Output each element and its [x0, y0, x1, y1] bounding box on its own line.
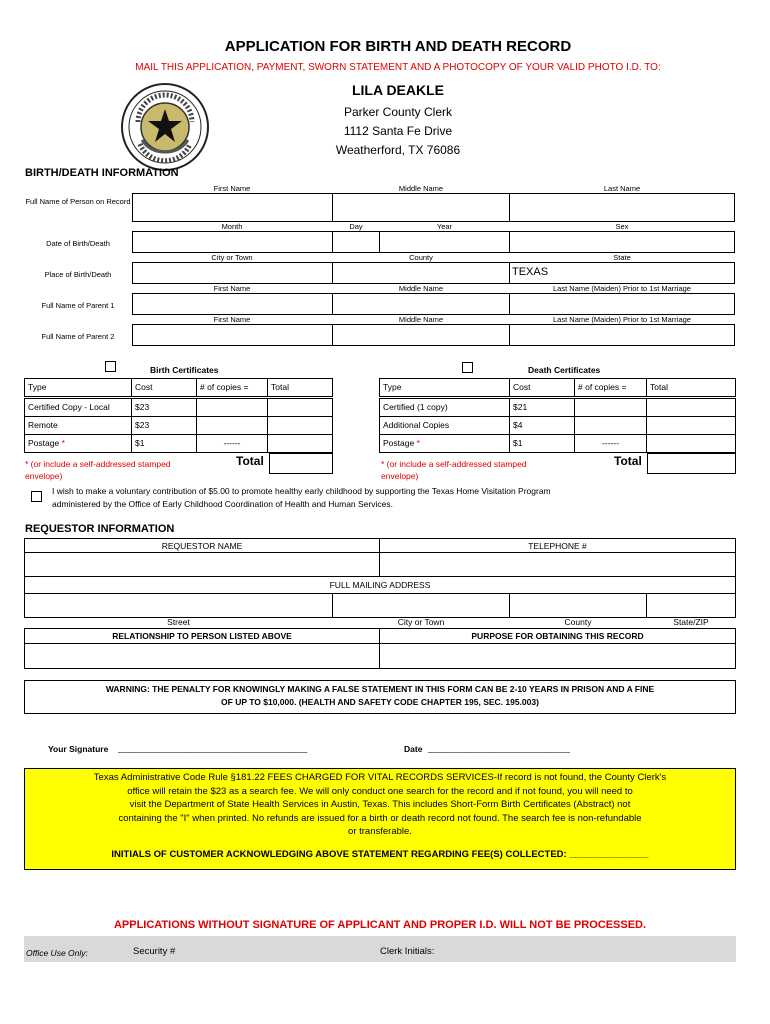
- county-caption: County: [409, 253, 433, 262]
- city-caption: City or Town: [211, 253, 253, 262]
- birth-row-cost: $23: [131, 398, 197, 417]
- city-field[interactable]: [132, 262, 333, 284]
- city-town-field[interactable]: [332, 593, 510, 618]
- requestor-name-field[interactable]: [24, 552, 380, 577]
- contribution-checkbox[interactable]: [31, 491, 42, 502]
- parent2-last-field[interactable]: [509, 324, 735, 346]
- section-title-requestor: REQUESTOR INFORMATION: [25, 523, 175, 535]
- signature-label: Your Signature: [48, 744, 109, 754]
- contribution-text-line2: administered by the Office of Early Childhood Coordination of Health and Human Services.: [52, 499, 393, 509]
- death-header-type: Type: [379, 378, 510, 397]
- birth-total-field[interactable]: [267, 434, 333, 453]
- parent2-label: Full Name of Parent 2: [41, 332, 115, 341]
- birth-postage-label: Postage: [28, 438, 60, 448]
- county-address-caption: County: [564, 617, 592, 627]
- death-total-field[interactable]: [646, 434, 736, 453]
- clerk-office: Parker County Clerk: [343, 105, 453, 119]
- fee-notice-line2: office will retain the $23 as a search fee. We will only conduct one search for the record and if not found, you will need to: [127, 785, 633, 797]
- city-town-caption: City or Town: [397, 617, 445, 627]
- last-name-caption: Last Name: [603, 184, 641, 193]
- month-caption: Month: [221, 222, 243, 231]
- full-name-label: Full Name of Person on Record: [25, 197, 131, 206]
- parent1-middle-field[interactable]: [332, 293, 510, 315]
- clerk-initials-label: Clerk Initials:: [380, 946, 435, 957]
- sex-field[interactable]: [509, 231, 735, 253]
- birth-header-type: Type: [24, 378, 132, 397]
- place-label: Place of Birth/Death: [44, 270, 112, 279]
- death-total-field[interactable]: [646, 398, 736, 417]
- parent2-middle-caption: Middle Name: [398, 315, 444, 324]
- death-row-cost: $1: [509, 434, 575, 453]
- warning-line2: OF UP TO $10,000. (HEALTH AND SAFETY CODE CHAPTER 195, SEC. 195.003): [221, 697, 539, 707]
- birth-row-type: Certified Copy - Local: [24, 398, 132, 417]
- mail-instruction: MAIL THIS APPLICATION, PAYMENT, SWORN STATEMENT AND A PHOTOCOPY OF YOUR VALID PHOTO I.D. TO:: [135, 62, 661, 73]
- mailing-address-caption: FULL MAILING ADDRESS: [329, 580, 431, 590]
- birth-postage-copies: ------: [196, 434, 268, 453]
- county-field[interactable]: [332, 262, 510, 284]
- death-row-type: Additional Copies: [379, 416, 510, 435]
- death-copies-field[interactable]: [574, 398, 647, 417]
- death-row-cost: $21: [509, 398, 575, 417]
- birth-copies-field[interactable]: [196, 398, 268, 417]
- section-title-birth-death: BIRTH/DEATH INFORMATION: [25, 167, 179, 179]
- death-postage-star: *: [416, 438, 420, 448]
- parent1-middle-caption: Middle Name: [398, 284, 444, 293]
- birth-grand-total-field[interactable]: [269, 453, 333, 474]
- death-envelope-note: * (or include a self-addressed stamped envelope): [381, 459, 527, 481]
- fee-notice-box: [24, 768, 736, 870]
- birth-total-label: Total: [236, 454, 264, 468]
- death-postage-copies: ------: [574, 434, 647, 453]
- birth-row-type: [24, 434, 132, 453]
- death-certificates-checkbox[interactable]: [462, 362, 473, 373]
- initials-line[interactable]: _______________: [569, 848, 649, 860]
- death-copies-field[interactable]: [574, 416, 647, 435]
- fee-notice-line4: containing the "I" when printed. No refunds are issued for a birth or death record not found. The search fee is non-refundable: [118, 812, 642, 824]
- telephone-field[interactable]: [379, 552, 736, 577]
- day-caption: Day: [349, 222, 363, 231]
- parent1-last-field[interactable]: [509, 293, 735, 315]
- birth-postage-star: *: [61, 438, 65, 448]
- parent2-middle-field[interactable]: [332, 324, 510, 346]
- clerk-name: LILA DEAKLE: [351, 82, 445, 98]
- last-name-field[interactable]: [509, 193, 735, 222]
- warning-box: [24, 680, 736, 714]
- mailing-address-header: [24, 576, 736, 594]
- processing-notice: APPLICATIONS WITHOUT SIGNATURE OF APPLICANT AND PROPER I.D. WILL NOT BE PROCESSED.: [113, 919, 647, 931]
- birth-header-total: Total: [267, 378, 333, 397]
- date-label: Date of Birth/Death: [46, 239, 110, 248]
- clerk-city: Weatherford, TX 76086: [335, 143, 461, 157]
- birth-row-cost: $23: [131, 416, 197, 435]
- death-certificates-title: Death Certificates: [528, 365, 601, 375]
- middle-name-field[interactable]: [332, 193, 510, 222]
- birth-header-copies: # of copies =: [196, 378, 268, 397]
- parent1-first-field[interactable]: [132, 293, 333, 315]
- form-title: APPLICATION FOR BIRTH AND DEATH RECORD: [224, 38, 572, 55]
- birth-copies-field[interactable]: [196, 416, 268, 435]
- death-total-label: Total: [614, 454, 642, 468]
- parent1-label: Full Name of Parent 1: [41, 301, 115, 310]
- state-value: TEXAS: [512, 266, 549, 278]
- sex-caption: Sex: [615, 222, 629, 231]
- year-caption: Year: [436, 222, 453, 231]
- middle-name-caption: Middle Name: [398, 184, 444, 193]
- date-label: Date: [404, 744, 423, 754]
- birth-certificates-title: Birth Certificates: [150, 365, 219, 375]
- birth-header-cost: Cost: [131, 378, 197, 397]
- relationship-header: [24, 628, 380, 644]
- death-postage-label: Postage: [383, 438, 415, 448]
- office-use-label: Office Use Only:: [26, 948, 88, 958]
- street-caption: Street: [167, 617, 190, 627]
- birth-total-field[interactable]: [267, 416, 333, 435]
- security-number-label: Security #: [133, 946, 176, 957]
- death-header-total: Total: [646, 378, 736, 397]
- clerk-street: 1112 Santa Fe Drive: [343, 124, 453, 138]
- state-zip-field[interactable]: [646, 593, 736, 618]
- date-line[interactable]: ______________________________: [428, 743, 570, 753]
- fee-notice-line1: Texas Administrative Code Rule §181.22 FEES CHARGED FOR VITAL RECORDS SERVICES-If record is not found, the County Clerk's: [93, 772, 667, 783]
- relationship-caption: RELATIONSHIP TO PERSON LISTED ABOVE: [112, 631, 292, 641]
- purpose-field[interactable]: [379, 643, 736, 669]
- parent1-first-caption: First Name: [213, 284, 251, 293]
- initials-row: [25, 839, 735, 860]
- birth-envelope-note: * (or include a self-addressed stamped envelope): [25, 459, 171, 481]
- first-name-field[interactable]: [132, 193, 333, 222]
- state-caption: State: [613, 253, 631, 262]
- parent2-last-caption: Last Name (Maiden) Prior to 1st Marriage: [553, 315, 691, 324]
- requestor-name-header: [24, 538, 380, 553]
- parent2-first-caption: First Name: [213, 315, 251, 324]
- warning-line1: WARNING: THE PENALTY FOR KNOWINGLY MAKING A FALSE STATEMENT IN THIS FORM CAN BE 2-10 YEARS IN PRISON AND A FINE: [105, 684, 655, 694]
- signature-line[interactable]: ________________________________________: [118, 743, 308, 753]
- parent1-last-caption: Last Name (Maiden) Prior to 1st Marriage: [553, 284, 691, 293]
- purpose-caption: PURPOSE FOR OBTAINING THIS RECORD: [471, 631, 644, 641]
- fee-notice-line5: or transferable.: [348, 826, 412, 837]
- day-field[interactable]: [332, 231, 380, 253]
- relationship-field[interactable]: [24, 643, 380, 669]
- birth-row-cost: $1: [131, 434, 197, 453]
- death-row-cost: $4: [509, 416, 575, 435]
- birth-row-type: Remote: [24, 416, 132, 435]
- telephone-header: [379, 538, 736, 553]
- state-field[interactable]: [509, 262, 735, 284]
- birth-total-field[interactable]: [267, 398, 333, 417]
- county-address-field[interactable]: [509, 593, 647, 618]
- purpose-header: [379, 628, 736, 644]
- requestor-name-caption: REQUESTOR NAME: [161, 541, 243, 551]
- month-field[interactable]: [132, 231, 333, 253]
- year-field[interactable]: [379, 231, 510, 253]
- birth-certificates-checkbox[interactable]: [105, 361, 116, 372]
- death-row-type: Certified (1 copy): [379, 398, 510, 417]
- death-total-field[interactable]: [646, 416, 736, 435]
- death-grand-total-field[interactable]: [647, 453, 736, 474]
- death-header-copies: # of copies =: [574, 378, 647, 397]
- death-row-type: [379, 434, 510, 453]
- contribution-text-line1: I wish to make a voluntary contribution of $5.00 to promote healthy early childhood by supporting the Texas Home Visitation Program: [52, 486, 551, 496]
- telephone-caption: TELEPHONE #: [528, 541, 587, 551]
- death-header-cost: Cost: [509, 378, 575, 397]
- initials-label: INITIALS OF CUSTOMER ACKNOWLEDGING ABOVE STATEMENT REGARDING FEE(S) COLLECTED:: [111, 848, 567, 860]
- street-field[interactable]: [24, 593, 333, 618]
- parent2-first-field[interactable]: [132, 324, 333, 346]
- state-zip-caption: State/ZIP: [673, 617, 709, 627]
- fee-notice-line3: visit the Department of State Health Services in Austin, Texas. This includes Short-Form Birth Certificates (Abstract) not: [129, 799, 631, 810]
- first-name-caption: First Name: [213, 184, 251, 193]
